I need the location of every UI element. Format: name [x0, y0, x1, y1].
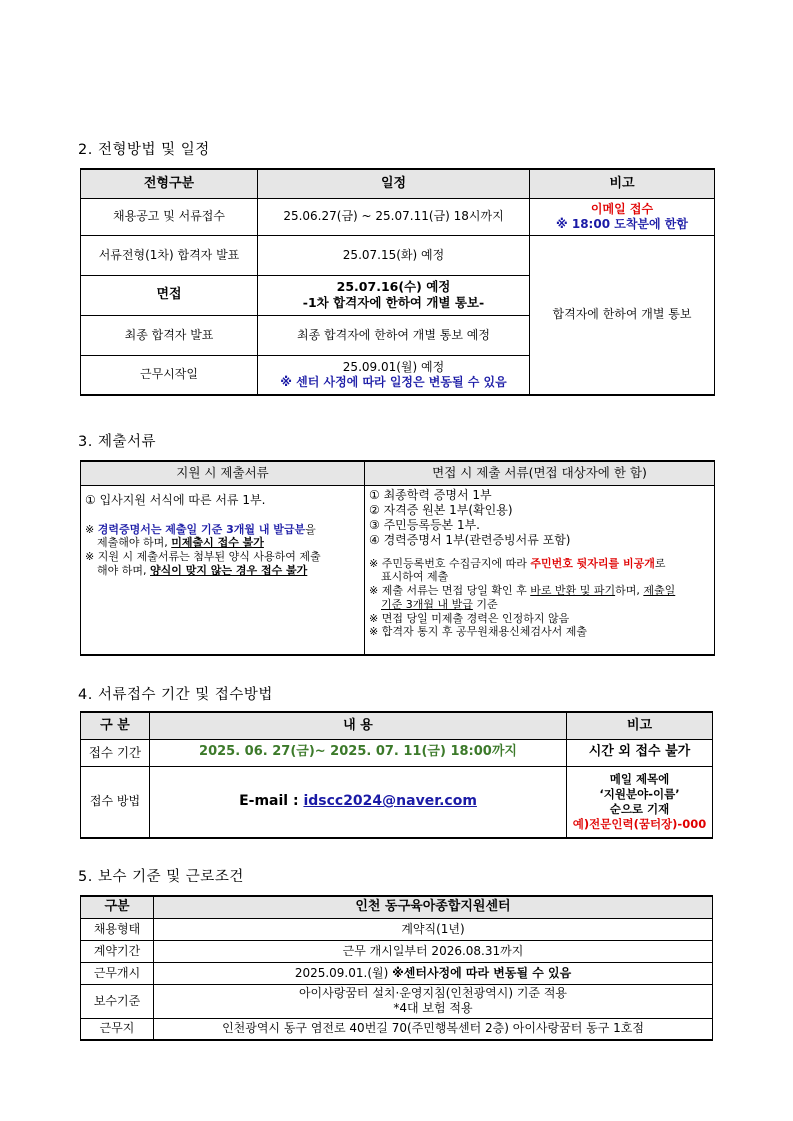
interview-note: -1차 합격자에 한하여 개별 통보-: [302, 295, 485, 310]
interview-doc-item: ① 최종학력 증명서 1부: [369, 487, 492, 502]
header-note: 비고: [530, 169, 715, 198]
header-category: 구 분: [81, 712, 150, 739]
method-content: [150, 766, 567, 838]
start-date: 25.09.01(월) 예정: [342, 359, 445, 374]
interview-doc-item: ② 자격증 원본 1부(확인용): [369, 502, 513, 517]
deadline-note: ※ 18:00 도착분에 한함: [556, 216, 688, 231]
section-3-title: 3. 제출서류: [78, 434, 156, 450]
interview-docs-cell: [365, 485, 715, 655]
table-row: [81, 962, 713, 984]
interview-date: 25.07.16(수) 예정: [336, 279, 451, 295]
apply-doc-item: ① 입사지원 서식에 따른 서류 1부.: [85, 492, 266, 507]
row-value: 계약직(1년): [154, 918, 713, 940]
table-row: [81, 984, 713, 1018]
table-row: [81, 198, 715, 235]
row-label: 접수 방법: [81, 766, 150, 838]
pay-standard: 아이사랑꿈터 설치·운영지침(인천광역시) 기준 적용: [298, 986, 568, 1000]
row-value: [154, 984, 713, 1018]
documents-table: [80, 460, 715, 656]
header-apply-docs: 지원 시 제출서류: [81, 461, 365, 485]
apply-note-1-cont: 제출해야 하며, 미제출시 접수 불가: [97, 536, 264, 550]
row-schedule: 25.07.15(화) 예정: [258, 235, 530, 275]
row-schedule: [258, 275, 530, 315]
apply-docs-cell: [81, 485, 365, 655]
row-label: 근무개시: [81, 962, 154, 984]
row-label: 근무시작일: [81, 355, 258, 395]
interview-note-2: ※ 제출 서류는 면접 당일 확인 후 바로 반환 및 파기하며, 제출일: [369, 584, 676, 597]
row-note: [530, 198, 715, 235]
interview-note-1-cont: 표시하여 제출: [381, 570, 449, 584]
start-date-note: ※ 센터 사정에 따라 일정은 변동될 수 있음: [280, 374, 507, 389]
header-schedule: 일정: [258, 169, 530, 198]
interview-note-2-cont: 기준 3개월 내 발급 기준: [381, 597, 498, 611]
method-note-line: 순으로 기재: [609, 801, 670, 816]
method-note-line: 메일 제목에: [609, 771, 670, 786]
interview-doc-item: ④ 경력증명서 1부(관련증빙서류 포함): [369, 532, 571, 547]
apply-note-2: ※ 지원 시 제출서류는 첨부된 양식 사용하여 제출: [85, 550, 321, 563]
table-row: [81, 1018, 713, 1040]
row-label: 접수 기간: [81, 739, 150, 766]
row-label: 최종 합격자 발표: [81, 315, 258, 355]
schedule-table: [80, 168, 715, 396]
table-row: [81, 739, 713, 766]
header-note: 비고: [567, 712, 713, 739]
row-schedule: 최종 합격자에 한하여 개별 통보 예정: [258, 315, 530, 355]
apply-note-2-cont: 해야 하며, 양식이 맞지 않는 경우 접수 불가: [97, 563, 308, 577]
table-row: [81, 940, 713, 962]
row-label: 계약기간: [81, 940, 154, 962]
interview-note-1: ※ 주민등록번호 수집금지에 따라 주민번호 뒷자리를 비공개로: [369, 556, 666, 570]
row-value: 근무 개시일부터 2026.08.31까지: [154, 940, 713, 962]
apply-note-1: ※ 경력증명서는 제출일 기준 3개월 내 발급분을: [85, 522, 316, 536]
period-content: 2025. 06. 27(금)~ 2025. 07. 11(금) 18:00까지: [150, 739, 567, 766]
merged-note: 합격자에 한하여 개별 통보: [530, 235, 715, 395]
insurance-note: *4대 보험 적용: [393, 1001, 473, 1015]
header-center: 인천 동구육아종합지원센터: [154, 896, 713, 918]
row-label: 채용공고 및 서류접수: [81, 198, 258, 235]
interview-doc-item: ③ 주민등록등본 1부.: [369, 517, 480, 532]
application-table: [80, 711, 713, 839]
email-link[interactable]: idscc2024@naver.com: [303, 793, 477, 809]
email-label: E-mail :: [239, 793, 304, 809]
header-type: 전형구분: [81, 169, 258, 198]
section-2-title: 2. 전형방법 및 일정: [78, 142, 210, 158]
email-apply-note: 이메일 접수: [590, 201, 654, 216]
row-schedule: 25.06.27(금) ~ 25.07.11(금) 18시까지: [258, 198, 530, 235]
method-note-line: ‘지원분야-이름’: [599, 786, 680, 801]
method-note-example: 예)전문인력(꿈터장)-000: [572, 816, 707, 831]
method-note: [567, 766, 713, 838]
conditions-table: [80, 895, 713, 1041]
table-row: [81, 766, 713, 838]
row-label: 채용형태: [81, 918, 154, 940]
row-value: 2025.09.01.(월) ※센터사정에 따라 변동될 수 있음: [154, 962, 713, 984]
period-note: 시간 외 접수 불가: [567, 739, 713, 766]
interview-note-4: ※ 합격자 통지 후 공무원채용신체검사서 제출: [369, 625, 587, 639]
row-label: 근무지: [81, 1018, 154, 1040]
row-schedule: [258, 355, 530, 395]
table-row: [81, 918, 713, 940]
table-row: [81, 235, 715, 275]
row-label: 서류전형(1차) 합격자 발표: [81, 235, 258, 275]
row-value: 인천광역시 동구 염전로 40번길 70(주민행복센터 2층) 아이사랑꿈터 동구 1호점: [154, 1018, 713, 1040]
interview-note-3: ※ 면접 당일 미제출 경력은 인정하지 않음: [369, 611, 570, 625]
row-label: 면접: [81, 275, 258, 315]
section-4-title: 4. 서류접수 기간 및 접수방법: [78, 687, 273, 703]
header-category: 구분: [81, 896, 154, 918]
row-label: 보수기준: [81, 984, 154, 1018]
section-5-title: 5. 보수 기준 및 근로조건: [78, 869, 244, 885]
header-content: 내 용: [150, 712, 567, 739]
header-interview-docs: 면접 시 제출 서류(면접 대상자에 한 함): [365, 461, 715, 485]
